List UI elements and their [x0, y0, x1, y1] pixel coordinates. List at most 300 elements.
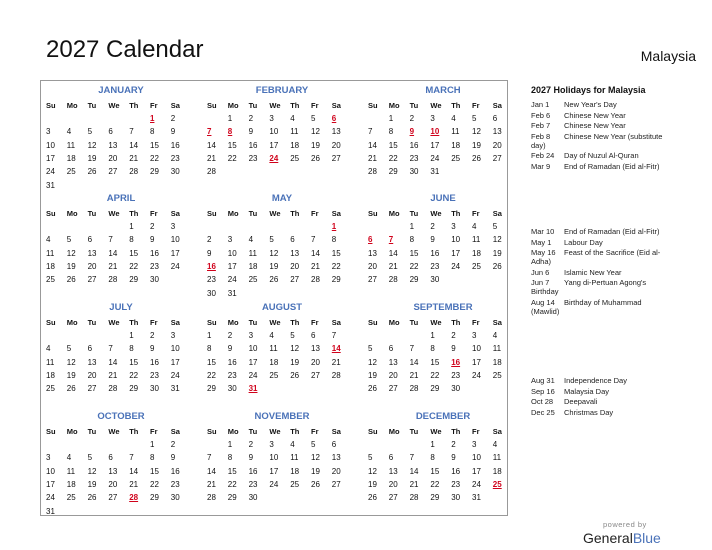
- day-cell: 15: [430, 357, 440, 367]
- day-cell: 22: [150, 479, 159, 489]
- day-cell: 27: [492, 153, 502, 163]
- holiday-name: Deepavali: [564, 397, 598, 406]
- weekday-header: Sa: [170, 101, 180, 110]
- day-cell: 21: [108, 261, 118, 271]
- day-cell: 13: [388, 357, 398, 367]
- day-cell: 2: [409, 114, 415, 123]
- day-cell: 26: [87, 167, 97, 177]
- weekday-header: Mo: [66, 209, 78, 218]
- day-cell: 7: [368, 127, 373, 137]
- day-cell: 5: [87, 127, 93, 137]
- holiday-name: Malaysia Day: [564, 386, 610, 396]
- day-cell: 9: [150, 344, 155, 354]
- holiday-name: Chinese New Year: [564, 121, 626, 130]
- weekday-header: Fr: [150, 209, 158, 218]
- day-cell: 10: [269, 453, 279, 463]
- day-cell: 11: [269, 344, 278, 354]
- day-cell: 3: [451, 222, 456, 231]
- weekday-header: Tu: [409, 101, 419, 110]
- day-cell: 28: [108, 384, 118, 394]
- day-cell: 18: [46, 261, 55, 271]
- day-cell: 30: [451, 384, 461, 394]
- holiday-name: Chinese New Year: [564, 110, 626, 120]
- day-cell: 30: [227, 384, 237, 394]
- day-cell: 31: [46, 180, 55, 190]
- day-cell: 30: [451, 493, 461, 503]
- day-cell: 28: [108, 275, 118, 285]
- day-cell: 17: [46, 153, 55, 163]
- weekday-header: We: [430, 209, 442, 218]
- weekday-header: Fr: [150, 427, 158, 436]
- day-cell: 10: [46, 466, 55, 476]
- day-cell: 14: [388, 248, 398, 258]
- day-cell: 10: [170, 344, 180, 354]
- day-cell: 21: [409, 370, 419, 380]
- day-cell: 17: [451, 248, 461, 258]
- day-cell: 30: [150, 384, 159, 394]
- day-cell: 5: [66, 344, 72, 354]
- weekday-header: Fr: [150, 101, 158, 110]
- day-cell: 4: [66, 453, 72, 463]
- holiday-name: Labour Day: [564, 237, 603, 247]
- day-cell: 4: [46, 344, 51, 354]
- day-cell: 17: [269, 466, 279, 476]
- day-cell: 20: [331, 466, 341, 476]
- weekday-header: Fr: [150, 318, 158, 327]
- day-cell: 26: [311, 479, 320, 489]
- day-cell: 28: [409, 493, 419, 503]
- day-cell: 21: [388, 261, 398, 271]
- day-cell: 26: [368, 493, 377, 503]
- day-cell: 13: [331, 453, 341, 463]
- day-cell: 9: [170, 453, 176, 463]
- day-cell: 12: [269, 248, 279, 258]
- holiday-date: Feb 8: [531, 131, 551, 141]
- holiday-date: Sep 16: [531, 386, 555, 396]
- weekday-header: Tu: [87, 209, 97, 218]
- day-cell: 2: [248, 440, 254, 449]
- day-cell: 16: [451, 466, 461, 476]
- weekday-header: Th: [290, 101, 300, 110]
- day-cell: 10: [248, 344, 258, 354]
- holiday-date: Dec 25: [531, 407, 555, 417]
- weekday-header: Th: [451, 427, 461, 436]
- day-cell: 16: [227, 357, 237, 367]
- day-cell: 4: [451, 114, 456, 123]
- day-cell: 11: [492, 453, 502, 463]
- day-cell: 1: [388, 114, 394, 123]
- weekday-header: We: [269, 209, 281, 218]
- day-cell: 6: [331, 440, 337, 449]
- day-cell: 24: [430, 153, 440, 163]
- day-cell: 8: [129, 235, 134, 245]
- day-cell: 3: [430, 114, 435, 123]
- weekday-header: Th: [129, 318, 139, 327]
- day-cell: 27: [87, 384, 97, 394]
- day-cell: 23: [248, 479, 258, 489]
- holiday-name: New Year's Day: [564, 100, 617, 109]
- day-cell: 18: [66, 479, 76, 489]
- day-cell: 25: [66, 167, 76, 177]
- day-cell: 22: [227, 479, 237, 489]
- brand-name-blue: Blue: [632, 530, 661, 546]
- day-cell: 24: [46, 167, 55, 177]
- day-cell: 26: [269, 275, 279, 285]
- day-cell: 28: [331, 370, 341, 380]
- month-name: JULY: [109, 302, 133, 313]
- day-cell: 16: [170, 140, 180, 150]
- weekday-header: Th: [129, 209, 139, 218]
- day-cell: 29: [207, 384, 216, 394]
- day-cell: 25: [66, 493, 76, 503]
- day-cell: 30: [170, 493, 180, 503]
- day-cell: 24: [248, 370, 258, 380]
- day-cell: 21: [207, 153, 216, 163]
- day-cell: 4: [66, 127, 72, 137]
- day-cell: 4: [492, 440, 498, 449]
- weekday-header: Mo: [388, 427, 400, 436]
- day-cell: 5: [66, 235, 72, 245]
- weekday-header: Sa: [492, 427, 502, 436]
- month-name: APRIL: [106, 193, 136, 204]
- day-cell: 13: [108, 466, 118, 476]
- weekday-header: Fr: [311, 209, 319, 218]
- day-cell: 29: [388, 167, 398, 177]
- day-cell: 23: [150, 370, 159, 380]
- day-cell: 18: [269, 357, 279, 367]
- day-cell: 2: [150, 331, 155, 340]
- weekday-header: Fr: [472, 318, 480, 327]
- day-cell: 17: [269, 140, 279, 150]
- day-cell: 29: [227, 493, 237, 503]
- day-cell: 6: [108, 453, 113, 463]
- day-cell: 5: [87, 453, 93, 463]
- holiday-date: Feb 7: [531, 121, 551, 130]
- weekday-header: Fr: [472, 427, 480, 436]
- day-cell: 23: [207, 275, 216, 285]
- weekday-header: Mo: [227, 318, 239, 327]
- day-cell: 30: [409, 167, 419, 177]
- day-cell: 5: [311, 114, 316, 123]
- month-name: SEPTEMBER: [413, 302, 473, 313]
- day-cell: 2: [170, 114, 176, 123]
- day-cell: 12: [87, 466, 97, 476]
- day-cell: 5: [472, 114, 477, 123]
- day-cell: 16: [150, 248, 159, 258]
- day-cell: 15: [430, 466, 440, 476]
- day-cell: 2: [451, 331, 456, 340]
- weekday-header: Sa: [492, 318, 502, 327]
- day-cell: 1: [207, 331, 212, 340]
- weekday-header: Fr: [311, 427, 319, 436]
- day-cell: 13: [368, 248, 377, 258]
- day-cell: 21: [311, 261, 320, 271]
- day-cell: 15: [227, 140, 237, 150]
- day-cell: 25: [290, 479, 300, 489]
- day-cell: 4: [46, 235, 51, 245]
- day-cell: 16: [409, 140, 419, 150]
- day-cell: 7: [207, 453, 212, 463]
- day-cell: 27: [331, 479, 341, 489]
- month-december: [368, 411, 518, 521]
- day-cell: 22: [409, 261, 419, 271]
- holiday-day-cell: 25: [492, 479, 502, 489]
- month-november: [207, 411, 357, 521]
- day-cell: 3: [227, 235, 233, 245]
- month-june: [368, 193, 518, 303]
- weekday-header: Mo: [388, 318, 400, 327]
- holiday-date: Aug 31: [531, 376, 555, 385]
- weekday-header: Th: [451, 209, 461, 218]
- day-cell: 27: [311, 370, 320, 380]
- weekday-header: Fr: [472, 101, 480, 110]
- day-cell: 26: [311, 153, 320, 163]
- day-cell: 9: [227, 344, 233, 354]
- day-cell: 19: [66, 370, 76, 380]
- month-name: JUNE: [430, 193, 456, 204]
- day-cell: 13: [492, 127, 502, 137]
- day-cell: 17: [248, 357, 258, 367]
- day-cell: 20: [290, 261, 300, 271]
- day-cell: 27: [108, 167, 118, 177]
- day-cell: 30: [207, 288, 216, 298]
- day-cell: 25: [248, 275, 258, 285]
- day-cell: 15: [150, 140, 159, 150]
- day-cell: 2: [207, 235, 212, 245]
- holiday-day-cell: 31: [248, 384, 258, 394]
- month-march: [368, 85, 518, 195]
- day-cell: 21: [129, 479, 139, 489]
- holiday-name: Independence Day: [564, 376, 627, 385]
- day-cell: 22: [150, 153, 159, 163]
- day-cell: 28: [207, 493, 216, 503]
- holiday-date: Jun 6: [531, 267, 550, 277]
- weekday-header: Sa: [331, 101, 341, 110]
- day-cell: 9: [248, 127, 254, 137]
- day-cell: 12: [290, 344, 300, 354]
- day-cell: 17: [46, 479, 55, 489]
- weekday-header: Su: [368, 209, 378, 218]
- day-cell: 23: [170, 479, 180, 489]
- weekday-header: We: [108, 209, 120, 218]
- day-cell: 24: [227, 275, 237, 285]
- weekday-header: We: [269, 427, 281, 436]
- day-cell: 4: [472, 222, 477, 231]
- day-cell: 25: [46, 384, 55, 394]
- day-cell: 8: [150, 127, 155, 137]
- weekday-header: Su: [46, 318, 56, 327]
- day-cell: 24: [46, 493, 55, 503]
- day-cell: 14: [409, 466, 419, 476]
- day-cell: 17: [170, 248, 180, 258]
- day-cell: 4: [290, 440, 295, 449]
- weekday-header: Sa: [492, 101, 502, 110]
- day-cell: 10: [451, 235, 461, 245]
- day-cell: 9: [451, 344, 456, 354]
- day-cell: 20: [388, 479, 398, 489]
- day-cell: 26: [492, 261, 502, 271]
- day-cell: 15: [331, 248, 341, 258]
- day-cell: 18: [290, 466, 300, 476]
- day-cell: 6: [492, 114, 498, 123]
- day-cell: 24: [451, 261, 461, 271]
- day-cell: 8: [150, 453, 155, 463]
- day-cell: 21: [331, 357, 341, 367]
- holiday-day-cell: 6: [331, 114, 337, 123]
- day-cell: 24: [170, 370, 180, 380]
- day-cell: 30: [150, 275, 159, 285]
- day-cell: 7: [129, 453, 134, 463]
- day-cell: 29: [129, 275, 139, 285]
- day-cell: 23: [451, 479, 461, 489]
- day-cell: 13: [290, 248, 300, 258]
- day-cell: 10: [269, 127, 279, 137]
- weekday-header: Tu: [409, 209, 419, 218]
- holiday-name: Birthday of Muhammad (Mawlid): [531, 297, 642, 316]
- day-cell: 12: [492, 235, 502, 245]
- weekday-header: Mo: [227, 209, 239, 218]
- page-title: 2027 Calendar: [46, 36, 204, 63]
- day-cell: 17: [170, 357, 180, 367]
- day-cell: 25: [46, 275, 55, 285]
- day-cell: 27: [290, 275, 300, 285]
- day-cell: 31: [227, 288, 237, 298]
- day-cell: 26: [87, 493, 97, 503]
- day-cell: 20: [108, 479, 118, 489]
- day-cell: 20: [87, 261, 97, 271]
- weekday-header: We: [108, 318, 120, 327]
- holiday-day-cell: 10: [430, 127, 440, 137]
- day-cell: 21: [207, 479, 216, 489]
- weekday-header: Tu: [248, 209, 258, 218]
- day-cell: 11: [66, 140, 76, 150]
- day-cell: 28: [207, 167, 216, 177]
- weekday-header: Su: [207, 209, 217, 218]
- day-cell: 15: [227, 466, 237, 476]
- day-cell: 5: [290, 331, 295, 340]
- day-cell: 17: [472, 357, 481, 367]
- holiday-date: Mar 9: [531, 161, 551, 171]
- day-cell: 8: [129, 344, 134, 354]
- weekday-header: We: [430, 427, 442, 436]
- day-cell: 13: [87, 248, 97, 258]
- day-cell: 15: [150, 466, 159, 476]
- day-cell: 2: [150, 222, 155, 231]
- day-cell: 6: [290, 235, 295, 245]
- day-cell: 21: [409, 479, 419, 489]
- day-cell: 16: [248, 140, 258, 150]
- day-cell: 10: [472, 453, 481, 463]
- day-cell: 30: [430, 275, 440, 285]
- day-cell: 27: [388, 493, 398, 503]
- holiday-day-cell: 16: [451, 357, 461, 367]
- day-cell: 18: [66, 153, 76, 163]
- weekday-header: Mo: [66, 427, 78, 436]
- weekday-header: Tu: [248, 318, 258, 327]
- day-cell: 31: [472, 493, 481, 503]
- day-cell: 2: [430, 222, 435, 231]
- day-cell: 7: [108, 235, 113, 245]
- weekday-header: Mo: [66, 318, 78, 327]
- holiday-name: Yang di-Pertuan Agong's Birthday: [531, 278, 647, 296]
- month-september: [368, 302, 518, 412]
- day-cell: 19: [472, 140, 481, 150]
- month-name: JANUARY: [98, 85, 144, 96]
- weekday-header: Fr: [472, 209, 480, 218]
- day-cell: 19: [311, 466, 320, 476]
- day-cell: 12: [311, 453, 320, 463]
- day-cell: 16: [248, 466, 258, 476]
- day-cell: 19: [87, 479, 97, 489]
- day-cell: 5: [269, 235, 274, 245]
- day-cell: 25: [290, 153, 300, 163]
- day-cell: 7: [108, 344, 113, 354]
- day-cell: 6: [388, 453, 394, 463]
- day-cell: 22: [388, 153, 398, 163]
- day-cell: 14: [368, 140, 377, 150]
- day-cell: 11: [451, 127, 460, 137]
- holiday-day-cell: 24: [269, 153, 279, 163]
- holiday-date: Oct 28: [531, 397, 554, 406]
- day-cell: 30: [170, 167, 180, 177]
- day-cell: 13: [331, 127, 341, 137]
- day-cell: 21: [129, 153, 139, 163]
- weekday-header: Sa: [331, 209, 341, 218]
- day-cell: 15: [207, 357, 216, 367]
- holiday-day-cell: 6: [368, 235, 373, 245]
- day-cell: 20: [492, 140, 502, 150]
- weekday-header: Tu: [409, 318, 419, 327]
- day-cell: 5: [311, 440, 316, 449]
- weekday-header: Th: [290, 209, 300, 218]
- day-cell: 2: [227, 331, 233, 340]
- day-cell: 29: [430, 384, 440, 394]
- day-cell: 29: [430, 493, 440, 503]
- weekday-header: We: [269, 318, 281, 327]
- day-cell: 6: [311, 331, 316, 340]
- holiday-date: Mar 10: [531, 227, 555, 236]
- weekday-header: Mo: [227, 101, 239, 110]
- day-cell: 20: [368, 261, 377, 271]
- weekday-header: Sa: [492, 209, 502, 218]
- day-cell: 28: [368, 167, 377, 177]
- day-cell: 2: [170, 440, 176, 449]
- weekday-header: Mo: [388, 209, 400, 218]
- day-cell: 18: [451, 140, 461, 150]
- day-cell: 10: [46, 140, 55, 150]
- month-name: MAY: [271, 193, 293, 204]
- holiday-day-cell: 8: [227, 127, 233, 137]
- weekday-header: Mo: [227, 427, 239, 436]
- holiday-name: Day of Nuzul Al-Quran: [564, 151, 639, 160]
- day-cell: 24: [170, 261, 180, 271]
- day-cell: 6: [108, 127, 113, 137]
- day-cell: 3: [170, 222, 176, 231]
- day-cell: 24: [472, 370, 481, 380]
- day-cell: 17: [227, 261, 237, 271]
- day-cell: 20: [108, 153, 118, 163]
- day-cell: 4: [492, 331, 498, 340]
- day-cell: 26: [368, 384, 377, 394]
- day-cell: 4: [290, 114, 295, 123]
- day-cell: 8: [409, 235, 415, 245]
- day-cell: 10: [472, 344, 481, 354]
- day-cell: 3: [472, 331, 477, 340]
- weekday-header: Mo: [388, 101, 400, 110]
- day-cell: 12: [87, 140, 97, 150]
- day-cell: 12: [368, 466, 377, 476]
- day-cell: 26: [66, 275, 76, 285]
